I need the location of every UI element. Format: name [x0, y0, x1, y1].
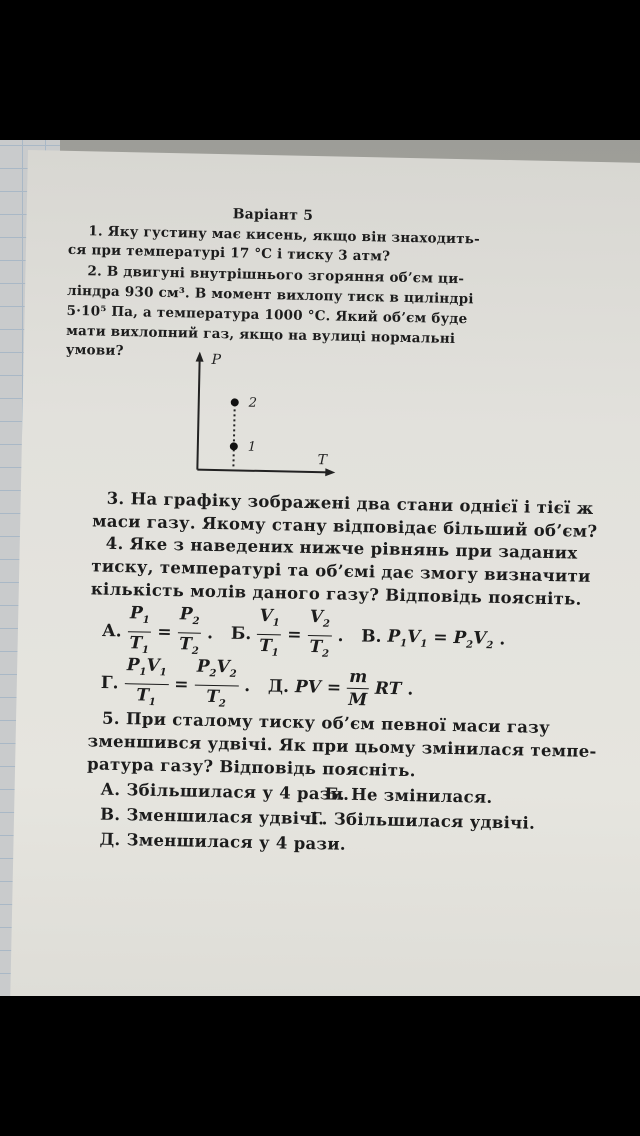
q5-option-g: Г. Збільшилася удвічі.: [309, 809, 536, 833]
option-g-label: Г.: [100, 673, 119, 694]
formula-a: $\frac{P_1}{T_1}$: [127, 602, 152, 662]
photo-background: [0, 140, 640, 996]
formula-d: $\frac{m}{M}$: [347, 666, 370, 711]
q5-line3: ратура газу? Відповідь поясніть.: [86, 754, 416, 781]
t-axis: [197, 470, 329, 473]
q2-line4: мати вихлопний газ, якщо на вулиці нормальні: [66, 322, 456, 347]
formula-a-right: $\frac{P_2}{T_2}$: [177, 603, 202, 663]
q3-line2: маси газу. Якому стану відповідає більший об’єм?: [92, 511, 598, 542]
q5-option-a: А. Збільшилася у 4 рази.: [100, 779, 350, 804]
q3-line1: 3. На графіку зображені два стани однієї і тієї ж: [106, 488, 594, 518]
formula-g: $\frac{P_1V_1}{T_1}$: [124, 654, 169, 715]
dotted-line: [233, 404, 234, 468]
option-d-label: Д.: [267, 676, 290, 697]
q2-line2: ліндра 930 см³. В момент вихлопу тиск в циліндрі: [66, 282, 474, 308]
pt-graph: [189, 351, 342, 484]
q5-line2: зменшився удвічі. Як при цьому змінилася темпе-: [87, 731, 597, 762]
worksheet-paper: [9, 150, 640, 996]
formula-b: $\frac{V_1}{T_1}$: [257, 605, 282, 665]
point-2-label: 2: [248, 395, 258, 411]
q2-line1: 2. В двигуні внутрішнього згоряння об’єм ци-: [87, 263, 465, 288]
q5-option-v: В. Зменшилася удвічі.: [99, 804, 325, 829]
q2-line5: умови?: [65, 341, 124, 360]
variant-title: Варіант 5: [232, 206, 314, 224]
q4-line3: кількість молів даного газу? Відповідь поясніть.: [90, 579, 582, 609]
state-point-2: [231, 398, 239, 406]
q5-option-b: Б. Не змінилася.: [324, 784, 493, 807]
formula-b-right: $\frac{V_2}{T_2}$: [307, 606, 332, 666]
q4-line1: 4. Яке з наведених нижче рівнянь при заданих: [105, 533, 578, 563]
formula-g-right: $\frac{P_2V_2}{T_2}$: [194, 656, 239, 717]
option-a-label: А.: [101, 621, 122, 642]
t-axis-arrow: [325, 468, 335, 476]
p-axis-arrow: [196, 352, 204, 362]
state-point-1: [230, 442, 238, 450]
q4-line2: тиску, температурі та об’ємі дає змогу визначити: [91, 556, 591, 586]
formula-v: $P_1V_1 = P_2V_2$: [387, 627, 494, 652]
q1-line1: 1. Яку густину має кисень, якщо він знаходить-: [88, 223, 481, 248]
q2-line3: 5·10⁵ Па, а температура 1000 °С. Який об’єм буде: [66, 302, 468, 328]
p-axis-label: P: [211, 351, 222, 369]
p-axis: [197, 358, 199, 470]
q5-option-d: Д. Зменшилася у 4 рази.: [99, 829, 347, 854]
q5-line1: 5. При сталому тиску об’єм певної маси газу: [101, 708, 551, 738]
option-b-label: Б.: [230, 623, 252, 645]
q1-line2: ся при температурі 17 °С і тиску 3 атм?: [67, 241, 391, 265]
option-v-label: В.: [361, 626, 382, 647]
formula-row-1: А. $\frac{P_1}{T_1}$ = $\frac{P_2}{T_2}$ . Б. $\frac{V_1}{T_1}$ = $\frac{V_2}{T_2}$ . В. $P_1V_1 = P_2V_2$ .: [101, 602, 506, 670]
point-1-label: 1: [247, 439, 257, 455]
t-axis-label: T: [317, 452, 328, 469]
formula-row-2: Г. $\frac{P_1V_1}{T_1}$ = $\frac{P_2V_2}{T_2}$ . Д. PV = $\frac{m}{M}$ RT .: [100, 654, 414, 720]
